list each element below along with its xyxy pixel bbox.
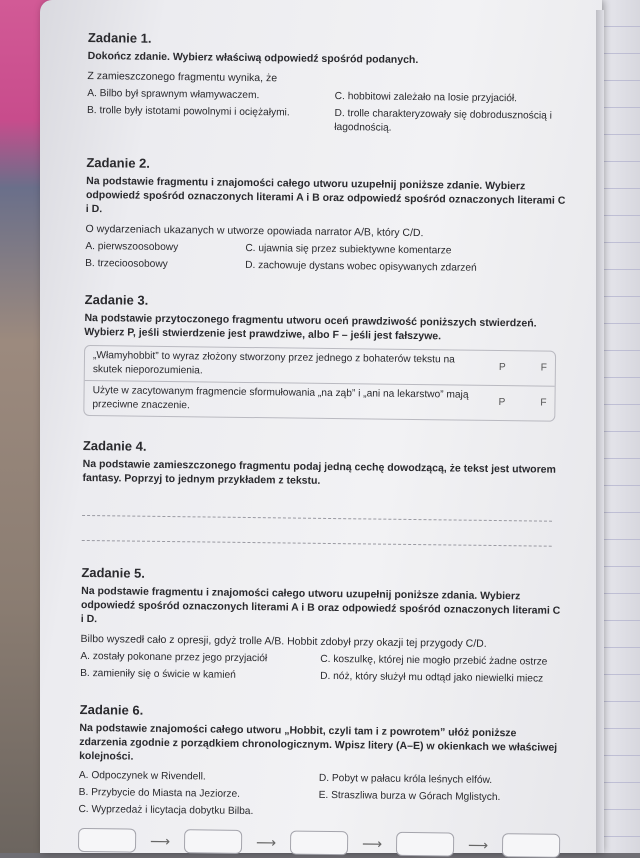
statement-text: Użyte w zacytowanym fragmencie sformułowania „na ząb” i „ani na lekarstwo” mają przeciwne znaczenie. <box>92 385 469 412</box>
option-b[interactable]: B. trolle były istotami powolnymi i ociężałymi. <box>86 104 290 119</box>
true-choice[interactable]: P <box>498 397 506 409</box>
task-title: Zadanie 2. <box>86 154 151 171</box>
event-e: E. Straszliwa burza w Górach Mglistych. <box>318 789 501 804</box>
answer-line[interactable] <box>82 516 552 547</box>
option-b[interactable]: B. zamieniły się o świcie w kamień <box>80 667 236 681</box>
task-title: Zadanie 6. <box>79 701 144 718</box>
table-row <box>84 381 554 421</box>
task-4 <box>82 438 568 547</box>
arrow-icon: ⟶ <box>361 834 383 852</box>
arrow-icon: ⟶ <box>149 832 171 849</box>
event-c: C. Wyprzedaż i licytacja dobytku Bilba. <box>78 803 254 818</box>
task-question: Bilbo wyszedł cało z opresji, gdyż trolle A/B. Hobbit zdobył przy okazji tej przygody C/D. <box>80 632 487 650</box>
task-2 <box>85 155 571 280</box>
task-1 <box>87 30 573 141</box>
options-list <box>78 769 564 826</box>
task-instruction: Na podstawie przytoczonego fragmentu utworu oceń prawdziwość poniższych stwierdzeń. Wybierz P, jeśli stwierdzenie jest prawdziwe, albo F – jeśli jest fałszywe. <box>84 311 537 343</box>
task-instruction: Na podstawie fragmentu i znajomości całego utworu uzupełnij poniższe zdania. Wybierz odpowiedź spośród oznaczonych literami A i B oraz odpowiedź spośród oznaczonych literami C i D. <box>80 584 561 626</box>
task-instruction: Dokończ zdanie. Wybierz właściwą odpowiedź spośród podanych. <box>87 49 419 67</box>
task-3 <box>83 292 569 422</box>
option-c[interactable]: C. ujawnia się przez subiektywne komentarze <box>245 242 452 257</box>
false-choice[interactable]: F <box>540 397 547 409</box>
task-question: O wydarzeniach ukazanych w utworze opowiada narrator A/B, który C/D. <box>85 222 424 240</box>
option-a[interactable]: A. Bilbo był sprawnym włamywaczem. <box>87 87 260 102</box>
notebook-lines <box>600 0 640 853</box>
page-content <box>78 30 573 858</box>
statement-text: „Włamyhobbit” to wyraz złożony stworzony przez jednego z bohaterów tekstu na skutek nieporozumienia. <box>92 350 455 377</box>
task-instruction: Na podstawie fragmentu i znajomości całego utworu uzupełnij poniższe zdanie. Wybierz odpowiedź spośród oznaczonych literami A i B oraz odpowiedź spośród oznaczonych literami C i D. <box>85 174 566 216</box>
task-title: Zadanie 3. <box>84 291 149 308</box>
order-boxes <box>78 828 563 858</box>
true-false-table <box>83 345 556 422</box>
answer-choices <box>498 389 546 418</box>
event-d: D. Pobyt w pałacu króla leśnych elfów. <box>318 772 493 786</box>
true-choice[interactable]: P <box>498 362 506 374</box>
option-c[interactable]: C. koszulkę, której nie mogło przebić żadne ostrze <box>320 653 548 668</box>
answer-choices <box>499 354 547 383</box>
task-instruction: Na podstawie zamieszczonego fragmentu podaj jedną cechę dowodzącą, że tekst jest utworem fantasy. Poprzyj to jednym przykładem z tekstu. <box>82 457 556 487</box>
order-box-3[interactable] <box>290 831 348 856</box>
options-list <box>87 87 573 141</box>
false-choice[interactable]: F <box>540 362 547 374</box>
order-box-1[interactable] <box>78 828 136 853</box>
option-a[interactable]: A. pierwszoosobowy <box>85 240 179 254</box>
arrow-icon: ⟶ <box>467 836 489 853</box>
options-list <box>85 240 570 280</box>
order-box-5[interactable] <box>502 833 560 858</box>
option-d[interactable]: D. trolle charakteryzowały się dobrodusznością i łagodnością. <box>334 108 552 134</box>
order-box-2[interactable] <box>184 829 242 854</box>
page-edge <box>596 10 604 853</box>
table-row <box>85 346 555 387</box>
task-5 <box>80 565 566 690</box>
options-list <box>80 650 565 690</box>
option-c[interactable]: C. hobbitowi zależało na losie przyjaciół. <box>334 91 518 105</box>
event-a: A. Odpoczynek w Rivendell. <box>78 769 206 783</box>
option-b[interactable]: B. trzecioosobowy <box>85 257 168 270</box>
task-question: Z zamieszczonego fragmentu wynika, że <box>87 69 278 85</box>
task-title: Zadanie 4. <box>82 437 147 454</box>
arrow-icon: ⟶ <box>255 833 277 850</box>
task-title: Zadanie 1. <box>87 30 152 46</box>
task-instruction: Na podstawie znajomości całego utworu „Hobbit, czyli tam i z powrotem” ułóż poniższe zdarzenia zgodnie z porządkiem chronologicznym. Wpisz litery (A–E) w okienkach we właściwej kolejności. <box>79 721 558 763</box>
option-d[interactable]: D. nóż, który służył mu odtąd jako niewielki miecz <box>320 670 544 685</box>
option-d[interactable]: D. zachowuje dystans wobec opisywanych zdarzeń <box>245 259 477 274</box>
task-6 <box>78 702 565 858</box>
event-b: B. Przybycie do Miasta na Jeziorze. <box>78 786 241 800</box>
option-a[interactable]: A. zostały pokonane przez jego przyjaciół <box>80 650 268 665</box>
task-title: Zadanie 5. <box>81 564 146 581</box>
